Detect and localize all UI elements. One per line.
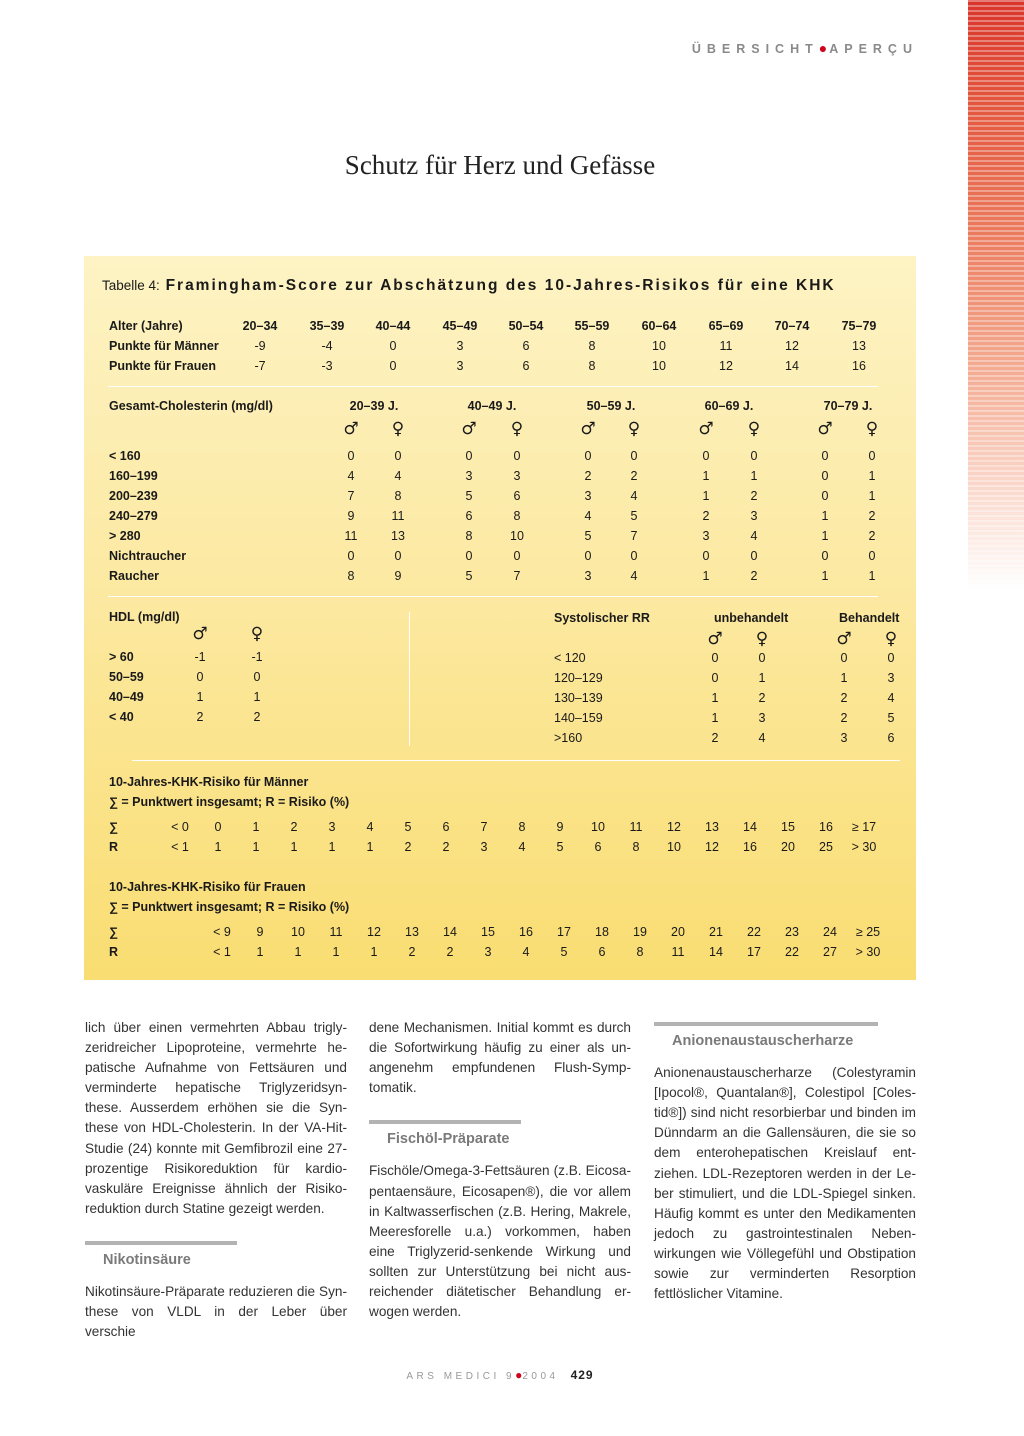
- table-cell: 6: [522, 339, 530, 353]
- table-divider: [132, 760, 900, 761]
- table-cell: 12: [705, 840, 719, 854]
- age-group-header: 35–39: [309, 319, 345, 333]
- table-cell: < 9: [213, 925, 231, 939]
- age-group-header: 55–59: [574, 319, 610, 333]
- table-cell: 0: [821, 449, 829, 463]
- table-cell: 11: [629, 820, 643, 834]
- table-cell: 0: [868, 449, 876, 463]
- table-cell: 3: [456, 339, 464, 353]
- table-cell: 10: [591, 820, 605, 834]
- table-cell: 1: [256, 945, 264, 959]
- table-cell: 0: [702, 449, 710, 463]
- table-cell: 0: [347, 549, 355, 563]
- table-cell: 11: [344, 529, 358, 543]
- age-group-header: 60–69 J.: [704, 399, 754, 413]
- table-cell: 11: [671, 945, 685, 959]
- page-number: 429: [570, 1368, 594, 1382]
- table-caption-title: Framingham-Score zur Abschätzung des 10-Jahres-Risikos für eine KHK: [165, 277, 836, 294]
- table-cell: 2: [840, 711, 848, 725]
- table-cell: 6: [522, 359, 530, 373]
- table-cell: 0: [887, 651, 895, 665]
- table-cell: 22: [785, 945, 799, 959]
- table-cell: -1: [251, 650, 263, 664]
- table-cell: 13: [405, 925, 419, 939]
- table-cell: 14: [743, 820, 757, 834]
- table-cell: 18: [595, 925, 609, 939]
- risk-women-title: 10-Jahres-KHK-Risiko für Frauen: [109, 880, 306, 894]
- table-cell: 19: [633, 925, 647, 939]
- red-dot-icon: ●: [818, 40, 830, 56]
- table-cell: 16: [519, 925, 533, 939]
- table-cell: 6: [513, 489, 521, 503]
- table-cell: 2: [630, 469, 638, 483]
- table-cell: 4: [630, 569, 638, 583]
- table-cell: 0: [840, 651, 848, 665]
- table-cell: 2: [290, 820, 298, 834]
- table-cell: 6: [442, 820, 450, 834]
- table-cell: 17: [557, 925, 571, 939]
- paragraph: Anionenaustauscherharze (Colestyramin [Ipocol®, Quantalan®], Colestipol [Colestid®]) sind nicht resorbierbar und binden im Dünndarm an die Gallensäuren, die sie so dem enterohepatischen Kreislauf entziehen. LDL-Rezeptoren werden in der Leber stimuliert, und die LDL-Spiegel sinken. Häufig kommt es unter den Medikamenten jedoch zu gastrointestinalen Nebenwirkungen wie Völlegefühl und Obstipation sowie zur verminderten Resorption fettlöslicher Vitamine.: [654, 1065, 916, 1302]
- table-cell: 8: [394, 489, 402, 503]
- table-cell: 15: [781, 820, 795, 834]
- table-cell: 9: [347, 509, 355, 523]
- age-group-header: 65–69: [708, 319, 744, 333]
- male-icon: ♂: [707, 629, 723, 649]
- sum-row-label: ∑: [109, 820, 118, 834]
- table-cell: 0: [465, 549, 473, 563]
- table-cell: 4: [584, 509, 592, 523]
- risk-men-title: 10-Jahres-KHK-Risiko für Männer: [109, 775, 309, 789]
- table-cell: 1: [868, 569, 876, 583]
- table-cell: 16: [743, 840, 757, 854]
- table-cell: 2: [840, 691, 848, 705]
- table-cell: 13: [852, 339, 866, 353]
- table-cell: 1: [702, 569, 710, 583]
- framingham-table: [84, 256, 916, 980]
- table-cell: 1: [332, 945, 340, 959]
- table-cell: 0: [584, 549, 592, 563]
- row-label: 50–59: [109, 670, 144, 684]
- footer-year: 2004: [522, 1371, 559, 1382]
- row-label: Punkte für Männer: [109, 339, 219, 353]
- table-cell: 10: [652, 339, 666, 353]
- table-cell: 3: [584, 489, 592, 503]
- table-cell: 13: [391, 529, 405, 543]
- table-cell: 8: [636, 945, 644, 959]
- male-icon: ♂: [836, 629, 852, 649]
- female-icon: ♀: [250, 624, 264, 644]
- table-cell: 6: [598, 945, 606, 959]
- table-cell: 3: [840, 731, 848, 745]
- table-cell: 12: [667, 820, 681, 834]
- table-cell: 1: [252, 820, 260, 834]
- table-cell: 3: [702, 529, 710, 543]
- table-cell: 1: [821, 529, 829, 543]
- row-label: 140–159: [554, 711, 603, 725]
- table-cell: 13: [705, 820, 719, 834]
- table-cell: 8: [518, 820, 526, 834]
- subheading-anionenaustauscherharze: [654, 1022, 916, 1051]
- female-icon: ♀: [884, 629, 898, 649]
- table-cell: 2: [750, 489, 758, 503]
- row-label: 130–139: [554, 691, 603, 705]
- table-cell: 9: [256, 925, 264, 939]
- table-cell: 8: [588, 339, 596, 353]
- table-cell: 0: [253, 670, 261, 684]
- risk-row-label: R: [109, 945, 119, 959]
- table-cell: 3: [328, 820, 336, 834]
- table-cell: 24: [823, 925, 837, 939]
- table-cell: 2: [404, 840, 412, 854]
- age-header-label: Alter (Jahre): [109, 319, 183, 333]
- risk-men-legend: ∑ = Punktwert insgesamt; R = Risiko (%): [109, 795, 350, 809]
- table-cell: 8: [632, 840, 640, 854]
- table-cell: -3: [321, 359, 333, 373]
- subheading-label: Anionenaustauscherharze: [672, 1033, 854, 1049]
- red-dot-icon: ●: [515, 1368, 523, 1382]
- row-label: > 280: [109, 529, 141, 543]
- table-cell: 0: [868, 549, 876, 563]
- risk-women-legend: ∑ = Punktwert insgesamt; R = Risiko (%): [109, 900, 350, 914]
- text-column-1: [85, 1018, 347, 1342]
- table-cell: 8: [347, 569, 355, 583]
- table-cell: 21: [709, 925, 723, 939]
- age-group-header: 70–79 J.: [823, 399, 873, 413]
- table-cell: 2: [868, 509, 876, 523]
- table-cell: 4: [750, 529, 758, 543]
- male-icon: ♂: [698, 419, 714, 439]
- table-cell: 4: [366, 820, 374, 834]
- table-cell: 20: [671, 925, 685, 939]
- table-cell: 2: [442, 840, 450, 854]
- table-cell: 1: [702, 469, 710, 483]
- table-cell: 1: [370, 945, 378, 959]
- row-label: < 120: [554, 651, 586, 665]
- risk-row-label: R: [109, 840, 119, 854]
- table-cell: 6: [594, 840, 602, 854]
- female-icon: ♀: [510, 419, 524, 439]
- table-cell: 2: [446, 945, 454, 959]
- subheading-fischoel: [369, 1120, 631, 1149]
- table-cell: 0: [702, 549, 710, 563]
- paragraph: lich über einen vermehrten Abbau triglyzeridreicher Lipoproteine, vermehrte hepatische Aufnahme von Fettsäuren und verminderte hepatische Triglyzeridsynthese. Ausserdem erhöhen sie die Synthese von HDL-Cholesterin. In der VA-Hit-Studie (24) konnte mit Gemfibrozil eine 27-prozentige Risikoreduktion für kardiovaskuläre Ereignisse ähnlich der Risikoreduktion durch Statine gezeigt werden.: [85, 1020, 347, 1216]
- table-cell: 3: [513, 469, 521, 483]
- age-group-header: 20–39 J.: [349, 399, 399, 413]
- age-group-header: 20–34: [242, 319, 278, 333]
- row-label: Punkte für Frauen: [109, 359, 216, 373]
- row-label: 120–129: [554, 671, 603, 685]
- row-label: 40–49: [109, 690, 144, 704]
- row-label: > 60: [109, 650, 134, 664]
- table-cell: 7: [347, 489, 355, 503]
- table-cell: 12: [719, 359, 733, 373]
- table-cell: 7: [630, 529, 638, 543]
- table-cell: 0: [711, 651, 719, 665]
- table-cell: 10: [652, 359, 666, 373]
- table-cell: ≥ 25: [855, 925, 881, 939]
- table-cell: 0: [750, 549, 758, 563]
- table-cell: < 1: [213, 945, 231, 959]
- table-cell: 0: [584, 449, 592, 463]
- table-cell: 3: [758, 711, 766, 725]
- table-cell: 8: [513, 509, 521, 523]
- table-cell: 5: [560, 945, 568, 959]
- table-cell: 1: [328, 840, 336, 854]
- row-label: < 160: [109, 449, 141, 463]
- age-group-header: 70–74: [774, 319, 810, 333]
- female-icon: ♀: [391, 419, 405, 439]
- paragraph: Fischöle/Omega-3-Fettsäuren (z.B. Eicosapentaensäure, Eicosapen®), die vor allem in Kaltwasserfischen (z.B. Hering, Makrele, Meeresforelle u.a.) vorkommen, haben eine Triglyzerid-senkende Wirkung und sollten zur Unterstützung bei nicht ausreichender diätetischer Behandlung erwogen werden.: [369, 1163, 631, 1320]
- table-cell: 4: [630, 489, 638, 503]
- table-cell: 3: [887, 671, 895, 685]
- table-cell: 0: [465, 449, 473, 463]
- age-group-header: 45–49: [442, 319, 478, 333]
- table-cell: 0: [513, 449, 521, 463]
- table-cell: > 30: [851, 840, 877, 854]
- table-cell: > 30: [855, 945, 881, 959]
- paragraph: Nikotinsäure-Präparate reduzieren die Synthese von VLDL in der Leber über verschie: [85, 1284, 347, 1340]
- row-label: 200–239: [109, 489, 158, 503]
- row-label: Nichtraucher: [109, 549, 187, 563]
- female-icon: ♀: [865, 419, 879, 439]
- decorative-red-strip: [968, 0, 1024, 600]
- table-cell: 5: [584, 529, 592, 543]
- table-cell: 1: [711, 711, 719, 725]
- table-cell: 4: [518, 840, 526, 854]
- footer-journal: ARS MEDICI 9: [406, 1371, 516, 1382]
- table-cell: 0: [821, 489, 829, 503]
- table-cell: 2: [711, 731, 719, 745]
- table-cell: 5: [465, 489, 473, 503]
- table-cell: 2: [702, 509, 710, 523]
- female-icon: ♀: [755, 629, 769, 649]
- table-cell: 11: [391, 509, 405, 523]
- table-cell: 0: [389, 359, 397, 373]
- table-cell: 5: [404, 820, 412, 834]
- table-cell: ≥ 17: [851, 820, 877, 834]
- row-label: 240–279: [109, 509, 158, 523]
- table-cell: 1: [868, 469, 876, 483]
- male-icon: ♂: [817, 419, 833, 439]
- table-cell: -9: [254, 339, 266, 353]
- row-label: 160–199: [109, 469, 158, 483]
- age-group-header: 50–59 J.: [586, 399, 636, 413]
- table-cell: 10: [291, 925, 305, 939]
- text-column-3: [654, 1000, 916, 1304]
- male-icon: ♂: [461, 419, 477, 439]
- table-cell: 5: [630, 509, 638, 523]
- subheading-label: Fischöl-Präparate: [387, 1131, 510, 1148]
- table-cell: 2: [750, 569, 758, 583]
- table-cell: 2: [758, 691, 766, 705]
- table-cell: 16: [852, 359, 866, 373]
- row-label: Raucher: [109, 569, 160, 583]
- table-cell: 17: [747, 945, 761, 959]
- table-cell: 1: [750, 469, 758, 483]
- section-label: [600, 40, 918, 56]
- table-cell: 1: [366, 840, 374, 854]
- table-cell: 2: [196, 710, 204, 724]
- age-group-header: 40–49 J.: [467, 399, 517, 413]
- table-cell: 4: [347, 469, 355, 483]
- table-cell: 16: [819, 820, 833, 834]
- table-cell: 0: [630, 449, 638, 463]
- table-caption: [102, 277, 836, 295]
- table-cell: -4: [321, 339, 333, 353]
- table-cell: 2: [868, 529, 876, 543]
- table-divider: [108, 596, 878, 597]
- row-label: < 40: [109, 710, 134, 724]
- table-cell: 1: [294, 945, 302, 959]
- table-vertical-divider: [409, 612, 410, 746]
- table-cell: 0: [347, 449, 355, 463]
- table-cell: 7: [513, 569, 521, 583]
- table-cell: 5: [465, 569, 473, 583]
- table-cell: 8: [465, 529, 473, 543]
- table-cell: 1: [821, 509, 829, 523]
- table-cell: 0: [389, 339, 397, 353]
- male-icon: ♂: [580, 419, 596, 439]
- table-cell: 10: [667, 840, 681, 854]
- table-cell: 1: [702, 489, 710, 503]
- row-label: >160: [554, 731, 583, 745]
- table-cell: 0: [821, 549, 829, 563]
- table-cell: 22: [747, 925, 761, 939]
- table-cell: 1: [840, 671, 848, 685]
- page-title: Schutz für Herz und Gefässe: [344, 150, 656, 180]
- table-cell: 2: [584, 469, 592, 483]
- subheading-nikotinsaeure: [85, 1241, 347, 1270]
- table-cell: 9: [556, 820, 564, 834]
- table-cell: < 1: [171, 840, 189, 854]
- table-cell: -1: [194, 650, 206, 664]
- table-cell: 12: [785, 339, 799, 353]
- table-cell: 4: [887, 691, 895, 705]
- table-cell: 3: [484, 945, 492, 959]
- table-cell: 8: [588, 359, 596, 373]
- table-cell: 1: [196, 690, 204, 704]
- sum-row-label: ∑: [109, 925, 118, 939]
- table-cell: 1: [252, 840, 260, 854]
- table-cell: 14: [785, 359, 799, 373]
- subheading-label: Nikotinsäure: [103, 1251, 191, 1268]
- table-cell: 3: [750, 509, 758, 523]
- table-cell: 5: [556, 840, 564, 854]
- age-group-header: 50–54: [508, 319, 544, 333]
- rr-treated-header: Behandelt: [839, 611, 900, 625]
- table-cell: 10: [510, 529, 524, 543]
- table-cell: 2: [253, 710, 261, 724]
- table-divider: [108, 386, 878, 387]
- page-footer: [0, 1368, 1000, 1382]
- table-cell: 1: [711, 691, 719, 705]
- table-cell: 1: [758, 671, 766, 685]
- table-cell: -7: [254, 359, 266, 373]
- table-cell: 14: [709, 945, 723, 959]
- table-cell: 4: [394, 469, 402, 483]
- table-cell: 11: [719, 339, 733, 353]
- male-icon: ♂: [192, 624, 208, 644]
- paragraph: dene Mechanismen. Initial kommt es durch die Sofortwirkung häufig zu einer als unangenehm empfundenen Flush-Symptomatik.: [369, 1020, 631, 1096]
- table-cell: 1: [253, 690, 261, 704]
- table-cell: 1: [821, 569, 829, 583]
- table-cell: 3: [456, 359, 464, 373]
- table-cell: 7: [480, 820, 488, 834]
- table-cell: 4: [522, 945, 530, 959]
- table-cell: 0: [821, 469, 829, 483]
- table-cell: 12: [367, 925, 381, 939]
- table-cell: 3: [465, 469, 473, 483]
- age-group-header: 60–64: [641, 319, 677, 333]
- table-cell: 23: [785, 925, 799, 939]
- table-cell: 9: [394, 569, 402, 583]
- table-cell: 27: [823, 945, 837, 959]
- table-cell: 5: [887, 711, 895, 725]
- table-cell: 6: [465, 509, 473, 523]
- table-cell: 15: [481, 925, 495, 939]
- table-cell: 0: [758, 651, 766, 665]
- section-label-left: ÜBERSICHT: [691, 42, 819, 56]
- rr-untreated-header: unbehandelt: [714, 611, 789, 625]
- table-cell: < 0: [171, 820, 189, 834]
- table-cell: 0: [750, 449, 758, 463]
- male-icon: ♂: [343, 419, 359, 439]
- hdl-header-label: HDL (mg/dl): [109, 610, 180, 624]
- table-cell: 0: [513, 549, 521, 563]
- age-group-header: 75–79: [841, 319, 877, 333]
- table-cell: 1: [290, 840, 298, 854]
- age-group-header: 40–44: [375, 319, 411, 333]
- table-caption-prefix: Tabelle 4:: [102, 278, 160, 293]
- table-cell: 14: [443, 925, 457, 939]
- cholesterol-header-label: Gesamt-Cholesterin (mg/dl): [109, 399, 273, 413]
- female-icon: ♀: [747, 419, 761, 439]
- table-cell: 20: [781, 840, 795, 854]
- table-cell: 0: [394, 549, 402, 563]
- female-icon: ♀: [627, 419, 641, 439]
- table-cell: 0: [394, 449, 402, 463]
- table-cell: 0: [196, 670, 204, 684]
- table-cell: 6: [887, 731, 895, 745]
- table-cell: 0: [630, 549, 638, 563]
- table-cell: 3: [480, 840, 488, 854]
- table-cell: 4: [758, 731, 766, 745]
- table-cell: 2: [408, 945, 416, 959]
- text-column-2: [369, 1018, 631, 1322]
- table-cell: 1: [214, 840, 222, 854]
- table-cell: 1: [868, 489, 876, 503]
- table-cell: 25: [819, 840, 833, 854]
- table-cell: 11: [329, 925, 343, 939]
- table-cell: 0: [711, 671, 719, 685]
- table-cell: 0: [214, 820, 222, 834]
- section-label-right: APERÇU: [829, 42, 918, 56]
- rr-header-label: Systolischer RR: [554, 611, 650, 625]
- table-cell: 3: [584, 569, 592, 583]
